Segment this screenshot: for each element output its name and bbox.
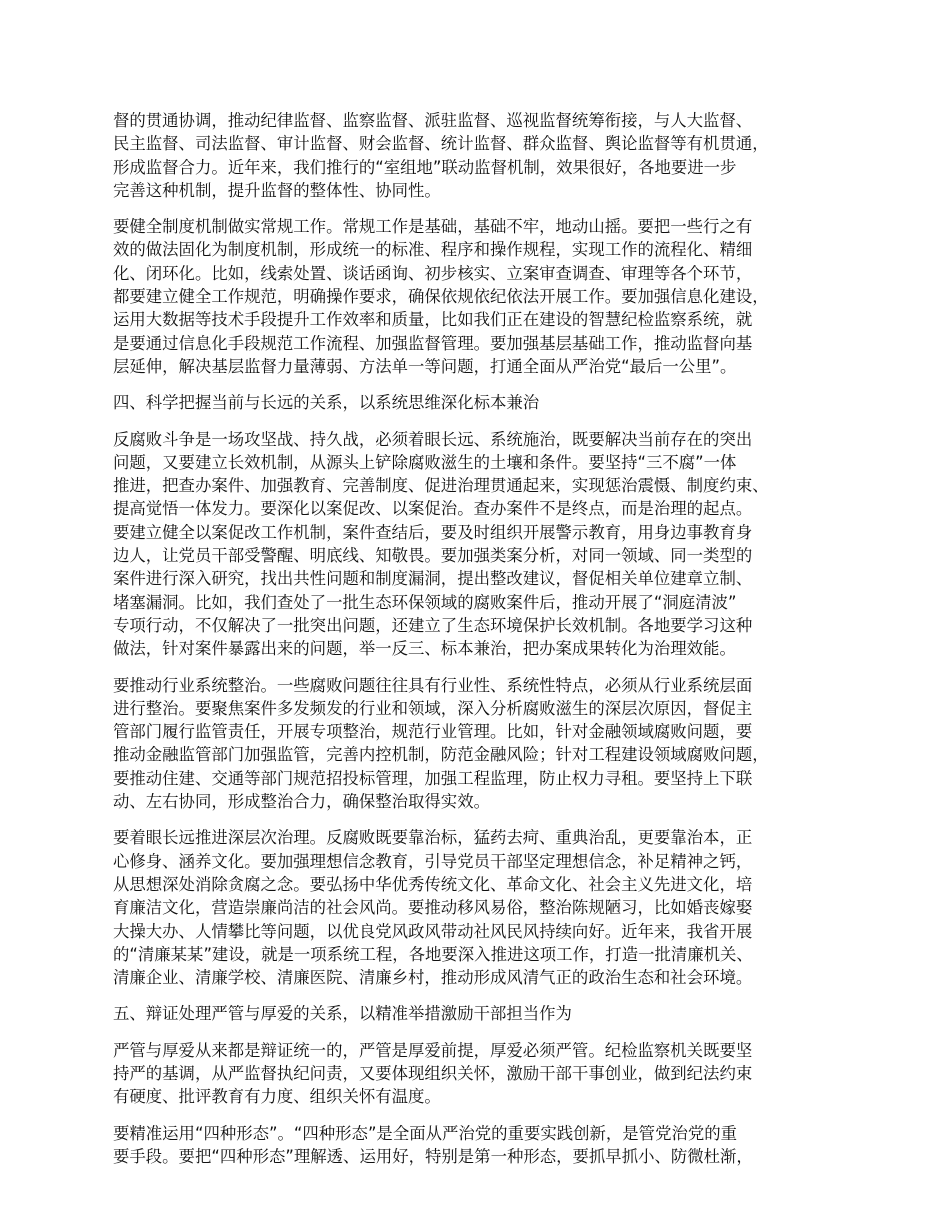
text-line: 心修身、涵养文化。要加强理想信念教育，引导党员干部坚定理想信念，补足精神之钙， xyxy=(113,851,753,871)
text-line: 的“清廉某某”建设，就是一项系统工程，各地要深入推进这项工作，打造一批清廉机关、 xyxy=(113,944,753,964)
text-line: 层延伸，解决基层监督力量薄弱、方法单一等问题，打通全面从严治党“最后一公里”。 xyxy=(113,356,737,376)
text-line: 有硬度、批评教育有力度、组织关怀有温度。 xyxy=(113,1087,441,1107)
body-paragraph xyxy=(113,1039,858,1109)
text-line: 动、左右协同，形成整治合力，确保整治取得实效。 xyxy=(113,792,490,812)
text-line: 民主监督、司法监督、审计监督、财会监督、统计监督、群众监督、舆论监督等有机贯通， xyxy=(113,134,769,154)
text-line: 五、辩证处理严管与厚爱的关系，以精准举措激励干部担当作为 xyxy=(113,1004,572,1024)
text-line: 要推动行业系统整治。一些腐败问题往往具有行业性、系统性特点，必须从行业系统层面 xyxy=(113,675,753,695)
text-line: 育廉洁文化，营造崇廉尚洁的社会风尚。要推动移风易俗，整治陈规陋习，比如婚丧嫁娶 xyxy=(113,898,753,918)
body-paragraph xyxy=(113,826,858,989)
text-line: 要精准运用“四种形态”。“四种形态”是全面从严治党的重要实践创新，是管党治党的重 xyxy=(113,1123,738,1143)
document-body xyxy=(113,109,858,1181)
body-paragraph xyxy=(113,674,858,814)
text-line: 管部门履行监管责任，开展专项整治，规范行业管理。比如，针对金融领域腐败问题，要 xyxy=(113,722,753,742)
section-heading xyxy=(113,1002,858,1025)
text-line: 督的贯通协调，推动纪律监督、监察监督、派驻监督、巡视监督统筹衔接，与人大监督、 xyxy=(113,111,753,130)
text-line: 严管与厚爱从来都是辩证统一的，严管是厚爱前提，厚爱必须严管。纪检监察机关既要坚 xyxy=(113,1040,753,1060)
body-paragraph xyxy=(113,215,858,378)
text-line: 是要通过信息化手段规范工作流程、加强监督管理。要加强基层基础工作，推动监督向基 xyxy=(113,333,753,353)
text-line: 边人，让党员干部受警醒、明底线、知敬畏。要加强类案分析，对同一领域、同一类型的 xyxy=(113,546,753,566)
text-line: 专项行动，不仅解决了一批突出问题，还建立了生态环境保护长效机制。各地要学习这种 xyxy=(113,615,753,635)
section-heading xyxy=(113,391,858,414)
text-line: 大操大办、人情攀比等问题，以优良党风政风带动社风民风持续向好。近年来，我省开展 xyxy=(113,921,753,941)
body-paragraph xyxy=(113,1122,858,1169)
text-line: 要手段。要把“四种形态”理解透、运用好，特别是第一种形态，要抓早抓小、防微杜渐， xyxy=(113,1146,753,1166)
text-line: 完善这种机制，提升监督的整体性、协同性。 xyxy=(113,180,441,200)
text-line: 从思想深处消除贪腐之念。要弘扬中华优秀传统文化、革命文化、社会主义先进文化，培 xyxy=(113,874,753,894)
text-line: 做法，针对案件暴露出来的问题，举一反三、标本兼治，把办案成果转化为治理效能。 xyxy=(113,639,736,659)
text-line: 反腐败斗争是一场攻坚战、持久战，必须着眼长远、系统施治，既要解决当前存在的突出 xyxy=(113,429,753,449)
text-line: 要着眼长远推进深层次治理。反腐败既要靠治标，猛药去疴、重典治乱，更要靠治本，正 xyxy=(113,828,753,848)
text-line: 问题，又要建立长效机制，从源头上铲除腐败滋生的土壤和条件。要坚持“三不腐”一体 xyxy=(113,452,737,472)
text-line: 清廉企业、清廉学校、清廉医院、清廉乡村，推动形成风清气正的政治生态和社会环境。 xyxy=(113,968,753,988)
text-line: 堵塞漏洞。比如，我们查处了一批生态环保领域的腐败案件后，推动开展了“洞庭清波” xyxy=(113,592,737,612)
body-paragraph xyxy=(113,109,858,202)
text-line: 都要建立健全工作规范，明确操作要求，确保依规依纪依法开展工作。要加强信息化建设， xyxy=(113,287,769,307)
text-line: 推动金融监管部门加强监管，完善内控机制，防范金融风险；针对工程建设领域腐败问题， xyxy=(113,745,769,765)
text-line: 要健全制度机制做实常规工作。常规工作是基础，基础不牢，地动山摇。要把一些行之有 xyxy=(113,217,753,237)
text-line: 要建立健全以案促改工作机制，案件查结后，要及时组织开展警示教育，用身边事教育身 xyxy=(113,522,753,542)
text-line: 要推动住建、交通等部门规范招投标管理，加强工程监理，防止权力寻租。要坚持上下联 xyxy=(113,768,753,788)
body-paragraph xyxy=(113,428,858,661)
text-line: 持严的基调，从严监督执纪问责，又要体现组织关怀，激励干部干事创业，做到纪法约束 xyxy=(113,1063,753,1083)
text-line: 进行整治。要聚焦案件多发频发的行业和领域，深入分析腐败滋生的深层次原因，督促主 xyxy=(113,698,753,718)
text-line: 案件进行深入研究，找出共性问题和制度漏洞，提出整改建议，督促相关单位建章立制、 xyxy=(113,569,753,589)
text-line: 提高觉悟一体发力。要深化以案促改、以案促治。查办案件不是终点，而是治理的起点。 xyxy=(113,499,753,519)
text-line: 化、闭环化。比如，线索处置、谈话函询、初步核实、立案审查调查、审理等各个环节， xyxy=(113,263,753,283)
text-line: 形成监督合力。近年来，我们推行的“室组地”联动监督机制，效果很好，各地要进一步 xyxy=(113,157,737,177)
text-line: 运用大数据等技术手段提升工作效率和质量，比如我们正在建设的智慧纪检监察系统，就 xyxy=(113,310,753,330)
text-line: 推进，把查办案件、加强教育、完善制度、促进治理贯通起来，实现惩治震慑、制度约束、 xyxy=(113,476,769,496)
text-line: 效的做法固化为制度机制，形成统一的标准、程序和操作规程，实现工作的流程化、精细 xyxy=(113,240,753,260)
text-line: 四、科学把握当前与长远的关系，以系统思维深化标本兼治 xyxy=(113,393,540,413)
